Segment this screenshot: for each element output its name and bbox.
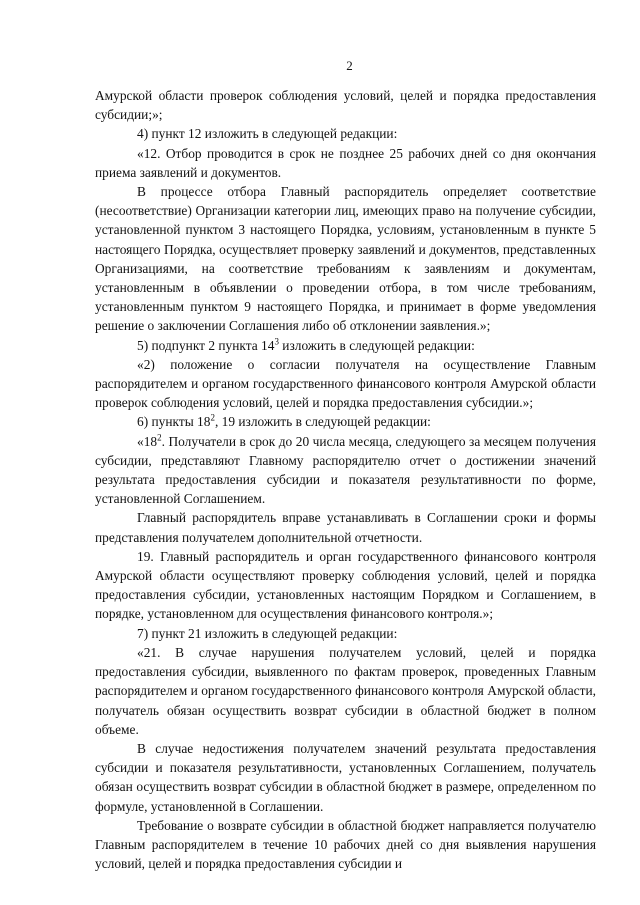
paragraph-8-sup: 2	[157, 432, 162, 443]
paragraph-8	[95, 432, 596, 509]
paragraph-7-post: , 19 изложить в следующей редакции:	[214, 414, 431, 430]
paragraph-2: 4) пункт 12 изложить в следующей редакции:	[137, 126, 398, 142]
paragraph-5-sup: 3	[274, 336, 279, 347]
paragraph-8-post: . Получатели в срок до 20 числа месяца, следующего за месяцем получения субсидии, представляют Главному распорядителю отчет о достижении значений результата предоставления субсидии и показателя результативности по форме, установленной Соглашением.	[95, 433, 596, 507]
paragraph-10: 19. Главный распорядитель и орган государственного финансового контроля Амурской области осуществляют проверку соблюдения условий, целей и порядка предоставления субсидии, установленных настоящим Порядком и Соглашением, в порядке, установленном для осуществления финансового контроля.»;	[95, 548, 596, 622]
paragraph-7	[95, 412, 596, 431]
paragraph-5	[95, 336, 596, 355]
paragraph-12: «21. В случае нарушения получателем условий, целей и порядка предоставления субсидии, выявленного по фактам проверок, проведенных Главным распорядителем и органом государственного финансового контроля Амурской области, получатель обязан осуществить возврат субсидии в областной бюджет в полном объеме.	[95, 644, 596, 737]
paragraph-4: В процессе отбора Главный распорядитель определяет соответствие (несоответствие) Организации категории лиц, имеющих право на получение субсидии, установленной пунктом 3 настоящего Порядка, условиям, установленным в пункте 5 настоящего Порядка, осуществляет проверку заявлений и документов, представленных Организациями, на соответствие требованиям к заявлениям и документам, установленным в объявлении о проведении отбора, в том числе требованиям, установленным пунктом 9 настоящего Порядка, и принимает в форме уведомления решение о заключении Соглашения либо об отклонении заявления.»;	[95, 184, 596, 334]
paragraph-13: В случае недостижения получателем значений результата предоставления субсидии и показателя результативности, установленных Соглашением, получатель обязан осуществить возврат субсидии в областной бюджет в размере, определенном по формуле, установленной в Соглашении.	[95, 740, 596, 814]
page-number: 2	[346, 58, 353, 73]
paragraph-1: Амурской области проверок соблюдения условий, целей и порядка предоставления субсидии;»;	[95, 88, 596, 123]
paragraph-11: 7) пункт 21 изложить в следующей редакции:	[137, 625, 398, 641]
paragraph-7-pre: 6) пункты 18	[137, 414, 211, 430]
paragraph-8-pre: «18	[137, 433, 158, 449]
paragraph-14: Требование о возврате субсидии в областной бюджет направляется получателю Главным распорядителем в течение 10 рабочих дней со дня выявления нарушения условий, целей и порядка предоставления субсидии и	[95, 817, 596, 872]
paragraph-5-post: изложить в следующей редакции:	[278, 337, 475, 353]
paragraph-5-pre: 5) подпункт 2 пункта 14	[137, 337, 275, 353]
paragraph-7-sup: 2	[210, 412, 215, 423]
paragraph-3: «12. Отбор проводится в срок не позднее 25 рабочих дней со дня окончания приема заявлений и документов.	[95, 145, 596, 180]
paragraph-6: «2) положение о согласии получателя на осуществление Главным распорядителем и органом государственного финансового контроля Амурской области проверок соблюдения условий, целей и порядка предоставления субсидии.»;	[95, 356, 596, 411]
paragraph-9: Главный распорядитель вправе устанавливать в Соглашении сроки и формы представления получателем дополнительной отчетности.	[95, 510, 596, 545]
